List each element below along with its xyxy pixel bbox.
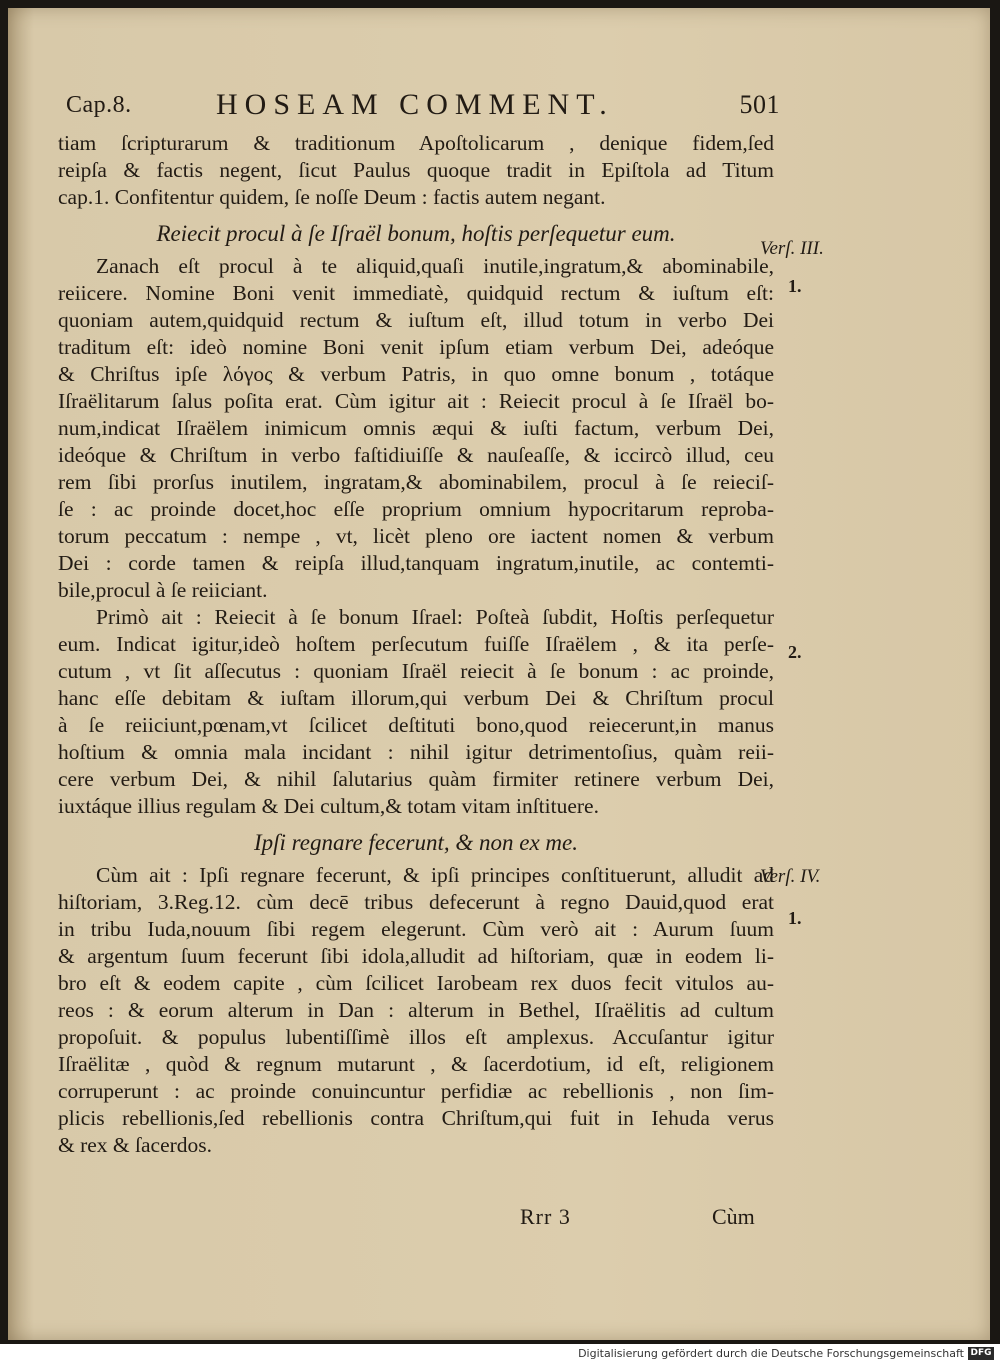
text-line: bile,procul à ſe reiiciant. <box>58 578 268 602</box>
text-line: plicis rebellionis,ſed rebellionis contra Chriſtum,qui fuit in Iehuda verus <box>58 1106 774 1130</box>
dfg-logo: DFG <box>968 1347 994 1360</box>
running-title: HOSEAM COMMENT. <box>216 88 614 121</box>
text-line: hanc eſſe debitam & iuſtam illorum,qui verbum Dei & Chriſtum procul <box>58 686 774 710</box>
text-line: hiſtoriam, 3.Reg.12. cùm decē tribus defecerunt à regno Dauid,quod erat <box>58 890 774 914</box>
text-line: propoſuit. & populus lubentiſſimè illos eſt amplexus. Accuſantur igitur <box>58 1025 774 1049</box>
signature-mark: Rrr 3 <box>520 1204 571 1229</box>
margin-verse-3: Verſ. III. <box>760 238 824 259</box>
text-line: & Chriſtus ipſe λόγος & verbum Patris, in quo omne bonum , totáque <box>58 362 774 386</box>
margin-paragraph-number: 1. <box>788 276 802 296</box>
page-body <box>58 130 774 1159</box>
text-line: iuxtáque illius regulam & Dei cultum,& totam vitam inſtituere. <box>58 794 599 818</box>
section-heading-2: Ipſi regnare fecerunt, & non ex me. <box>253 830 579 855</box>
text-line: rem ſibi prorſus inutilem, ingratam,& abominabilem, procul à ſe reieciſ- <box>58 470 774 494</box>
text-line: cutum , vt ſit aſſecutus : quoniam Iſraël reiecit à ſe bonum : ac proinde, <box>58 659 774 683</box>
running-header <box>66 86 778 126</box>
text-line: Cùm ait : Ipſi regnare fecerunt, & ipſi principes conſtituerunt, alludit ad <box>96 863 774 887</box>
text-line: Primò ait : Reiecit à ſe bonum Iſrael: Poſteà ſubdit, Hoſtis perſequetur <box>96 605 774 629</box>
text-line: Dei : corde tamen & reipſa illud,tanquam ingratum,inutile, ac contemti- <box>58 551 774 575</box>
text-line: tiam ſcripturarum & traditionum Apoſtolicarum , denique fidem,ſed <box>58 131 774 155</box>
text-line: Zanach eſt procul à te aliquid,quaſi inutile,ingratum,& abominabile, <box>96 254 774 278</box>
page-number: 501 <box>739 90 780 119</box>
book-page <box>8 8 990 1340</box>
text-line: & rex & ſacerdos. <box>58 1133 213 1157</box>
text-line: & argentum ſuum fecerunt ſibi idola,alludit ad hiſtoriam, quæ in eodem li- <box>58 944 774 968</box>
dfg-credit-bar <box>0 1344 1000 1364</box>
text-line: Iſraëlitæ , quòd & regnum mutarunt , & ſacerdotium, id eſt, religionem <box>58 1052 774 1076</box>
text-line: reiicere. Nomine Boni venit immediatè, quidquid rectum & iuſtum eſt: <box>58 281 774 305</box>
text-line: cere verbum Dei, & nihil ſalutarius quàm firmiter retinere verbum Dei, <box>58 767 774 791</box>
text-line: hoſtium & omnia mala incidant : nihil igitur detrimentoſius, quàm reii- <box>58 740 774 764</box>
text-line: à ſe reiiciunt,pœnam,vt ſcilicet deſtituti bono,quod reiecerunt,in manus <box>58 713 774 737</box>
text-line: traditum eſt: ideò nomine Boni venit ipſum etiam verbum Dei, adeóque <box>58 335 774 359</box>
margin-verse-4: Verſ. IV. <box>760 866 821 887</box>
text-line: Iſraëlitarum ſalus poſita erat. Cùm igitur ait : Reiecit procul à ſe Iſraël bo- <box>58 389 774 413</box>
text-line: ſe : ac proinde docet,hoc eſſe proprium omnium hypocritarum reproba- <box>58 497 774 521</box>
text-line: cap.1. Confitentur quidem, ſe noſſe Deum : factis autem negant. <box>58 185 606 209</box>
catchword: Cùm <box>712 1204 755 1229</box>
text-line: corruperunt : ac proinde conuincuntur perfidiæ ac rebellionis , non ſim- <box>58 1079 774 1103</box>
text-line: ideóque & Chriſtum in verbo faſtidiuiſſe & nauſeaſſe, & iccircò illud, ceu <box>58 443 774 467</box>
text-line: in tribu Iuda,nouum ſibi regem elegerunt. Cùm verò ait : Aurum ſuum <box>58 917 774 941</box>
text-line: bro eſt & eodem capite , cùm ſcilicet Iarobeam rex duos fecit vitulos au- <box>58 971 774 995</box>
dfg-credit-text: Digitalisierung gefördert durch die Deutsche Forschungsgemeinschaft <box>578 1347 964 1360</box>
text-line: quoniam autem,quidquid rectum & iuſtum eſt, illud totum in verbo Dei <box>58 308 774 332</box>
text-line: reos : & eorum alterum in Dan : alterum in Bethel, Iſraëlitis ad cultum <box>58 998 774 1022</box>
margin-paragraph-number: 2. <box>788 642 802 662</box>
text-line: eum. Indicat igitur,ideò hoſtem perſecutum fuiſſe Iſraëlem , & ita perſe- <box>58 632 774 656</box>
text-line: num,indicat Iſraëlem inimicum omnis æqui & iuſti factum, verbum Dei, <box>58 416 774 440</box>
chapter-label: Cap.8. <box>66 92 132 118</box>
text-line: torum peccatum : nempe , vt, licèt pleno ore iactent nomen & verbum <box>58 524 774 548</box>
text-line: reipſa & factis negent, ſicut Paulus quoque tradit in Epiſtola ad Titum <box>58 158 774 182</box>
section-heading-1: Reiecit procul à ſe Iſraël bonum, hoſtis perſequetur eum. <box>156 221 676 246</box>
margin-paragraph-number: 1. <box>788 908 802 928</box>
